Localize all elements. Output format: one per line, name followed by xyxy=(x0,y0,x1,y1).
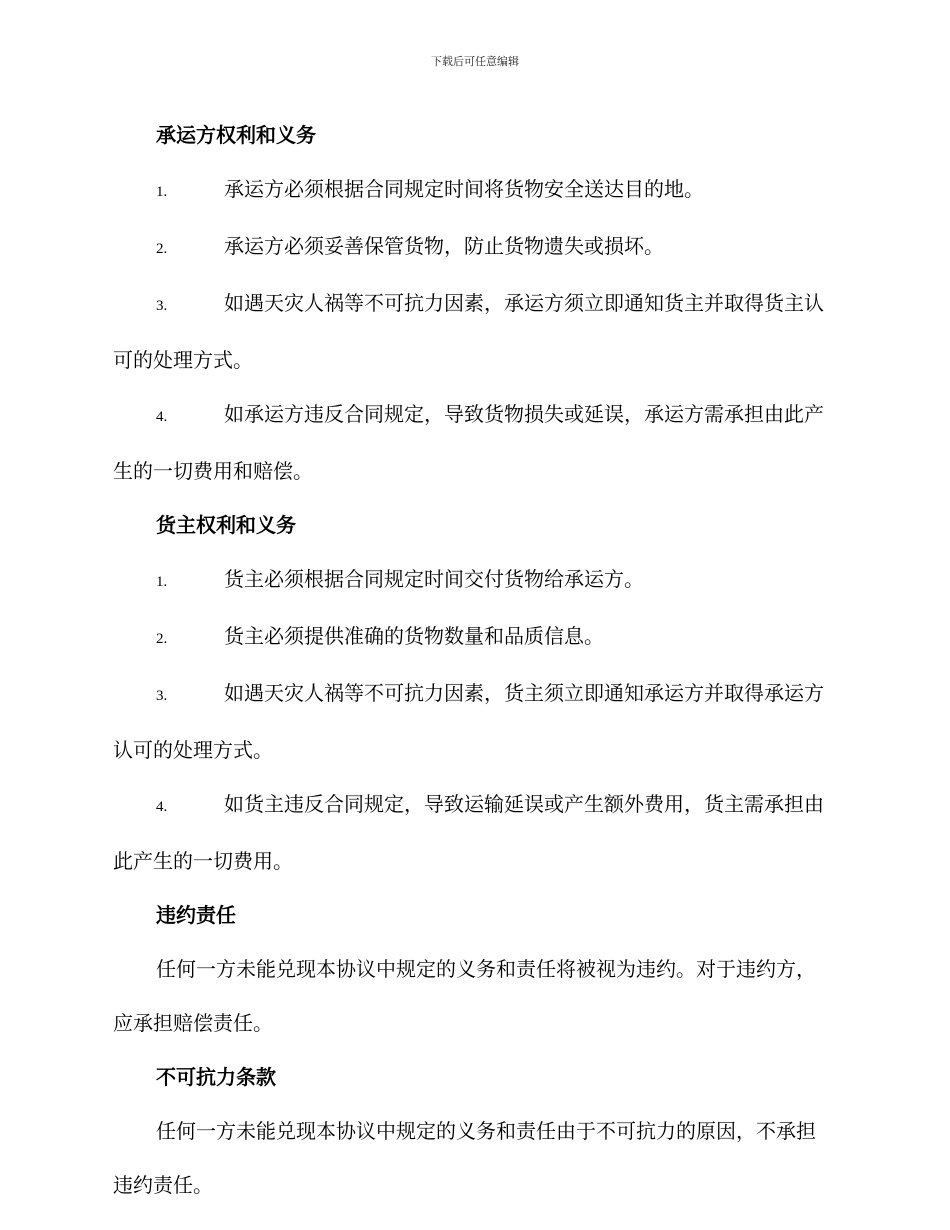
section-heading-carrier: 承运方权利和义务 xyxy=(156,123,316,147)
list-item xyxy=(113,552,833,609)
list-item xyxy=(113,666,833,777)
document-body xyxy=(113,108,833,1212)
list-item xyxy=(113,387,833,498)
section-heading-shipper: 货主权利和义务 xyxy=(156,513,296,537)
list-number: 3. xyxy=(156,688,168,704)
section-paragraph-force-majeure: 任何一方未能兑现本协议中规定的义务和责任由于不可抗力的原因，不承担违约责任。 xyxy=(113,1119,816,1197)
list-item-text: 如货主违反合同规定，导致运输延误或产生额外费用，货主需承担由此产生的一切费用。 xyxy=(113,792,824,873)
section-heading-force-majeure: 不可抗力条款 xyxy=(156,1065,276,1089)
list-item-text: 如遇天灾人祸等不可抗力因素，货主须立即通知承运方并取得承运方认可的处理方式。 xyxy=(113,681,824,762)
list-item xyxy=(113,162,833,219)
list-item-text: 如承运方违反合同规定，导致货物损失或延误，承运方需承担由此产生的一切费用和赔偿。 xyxy=(113,402,824,483)
list-item-text: 如遇天灾人祸等不可抗力因素，承运方须立即通知货主并取得货主认可的处理方式。 xyxy=(113,291,824,372)
list-number: 1. xyxy=(156,184,168,200)
list-number: 4. xyxy=(156,799,168,815)
list-number: 2. xyxy=(156,241,168,257)
list-item xyxy=(113,609,833,666)
list-number: 3. xyxy=(156,298,168,314)
list-item-text: 货主必须根据合同规定时间交付货物给承运方。 xyxy=(224,567,644,591)
list-item xyxy=(113,276,833,387)
list-item xyxy=(113,219,833,276)
list-item-text: 货主必须提供准确的货物数量和品质信息。 xyxy=(224,624,604,648)
section-heading-breach: 违约责任 xyxy=(156,903,236,927)
section-paragraph-breach: 任何一方未能兑现本协议中规定的义务和责任将被视为违约。对于违约方，应承担赔偿责任。 xyxy=(113,957,816,1035)
list-number: 2. xyxy=(156,631,168,647)
list-number: 1. xyxy=(156,574,168,590)
list-item-text: 承运方必须妥善保管货物，防止货物遗失或损坏。 xyxy=(224,234,664,258)
list-item-text: 承运方必须根据合同规定时间将货物安全送达目的地。 xyxy=(224,177,704,201)
list-number: 4. xyxy=(156,409,168,425)
list-item xyxy=(113,777,833,888)
page-header: 下载后可任意编辑 xyxy=(431,55,519,68)
